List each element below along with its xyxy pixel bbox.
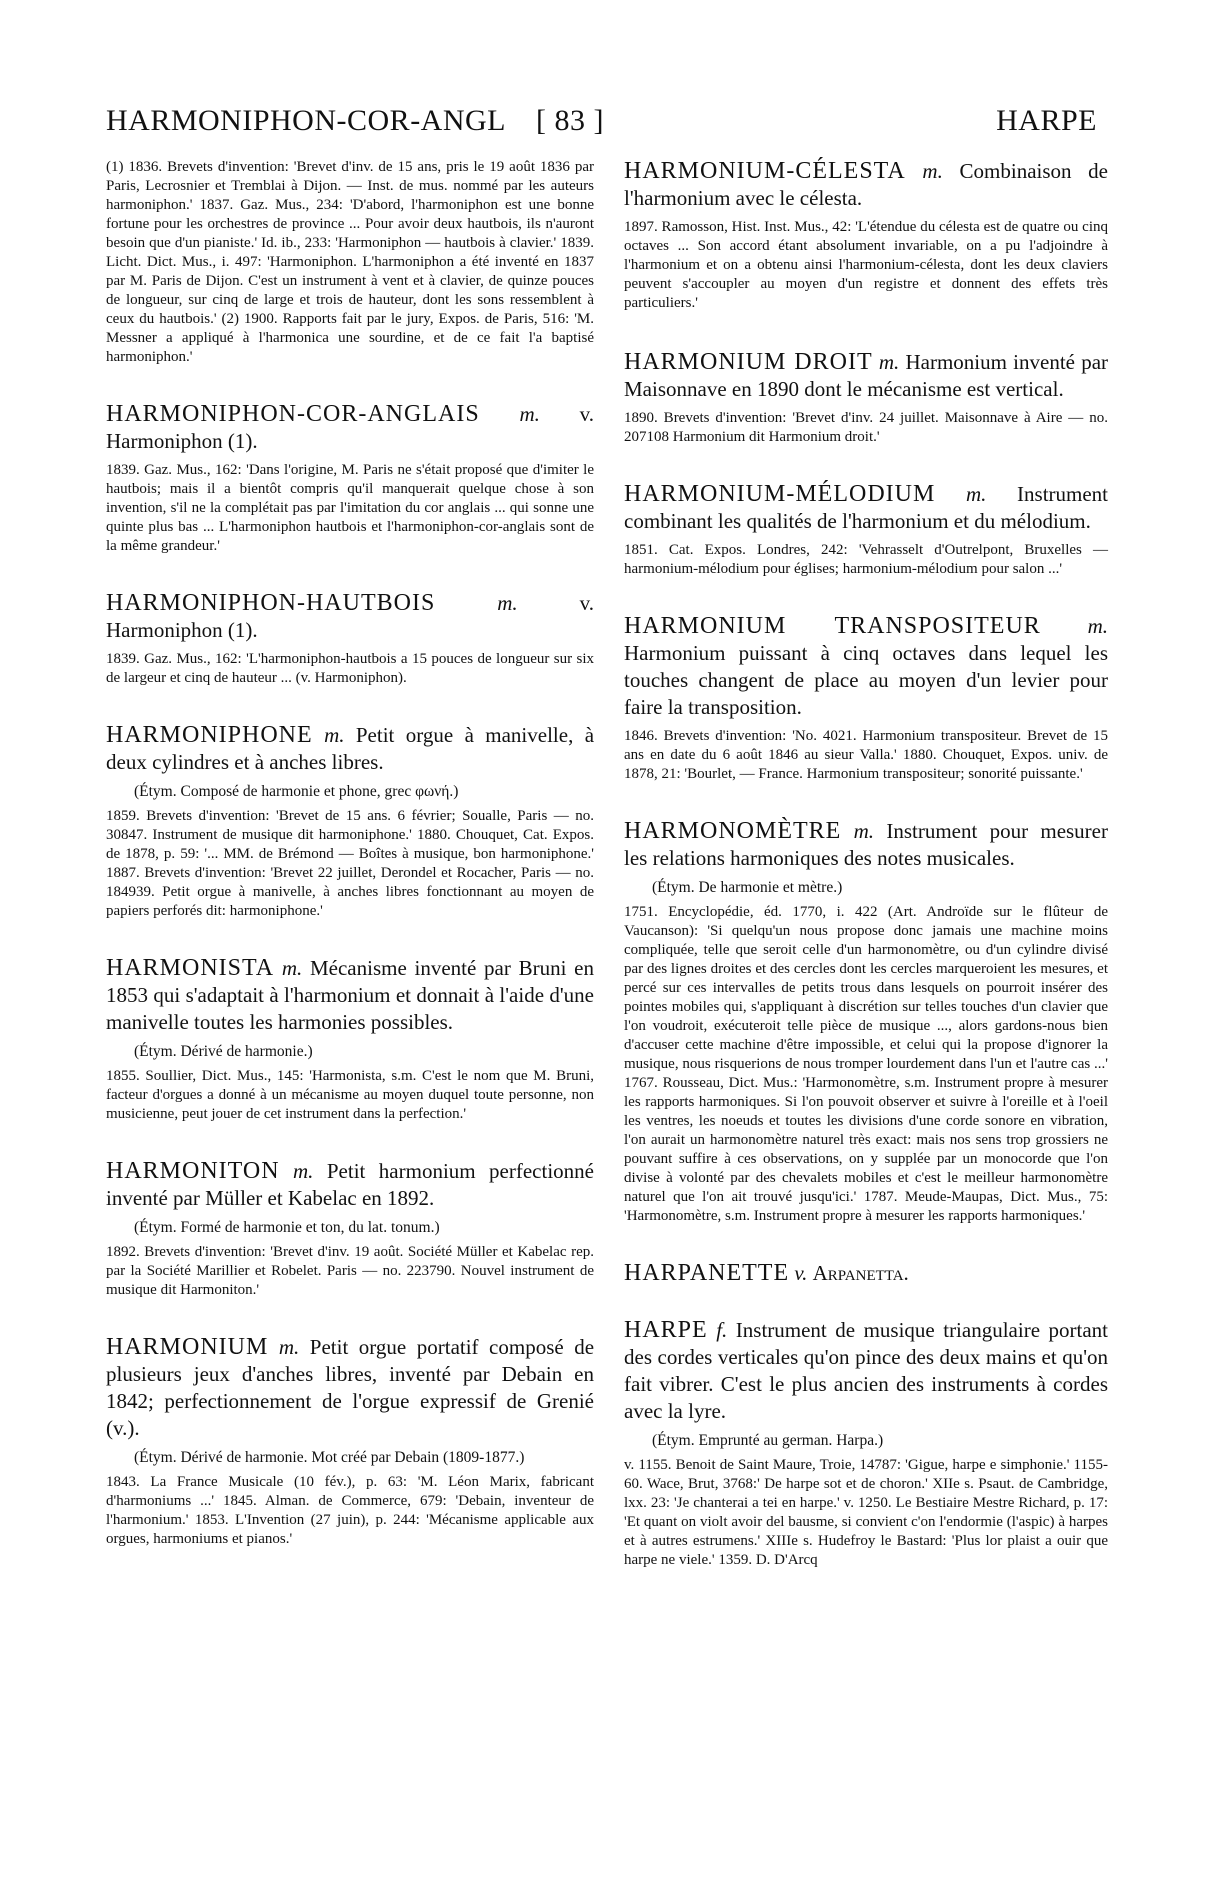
dictionary-entry xyxy=(624,613,1108,784)
citations: 1751. Encyclopédie, éd. 1770, i. 422 (Art. Androïde sur le flûteur de Vaucanson): 'Si quelqu'un nous propose donc jamais une machine moins compliquée, telle que seroit celle d'un harmonomètre, ou d'un cylindre divisé par des lignes droites et des cercles dont les cercles marqueroient les mesures, et percé sur ces intervalles de petits trous dans lesquels on pourroit insérer des pointes mobiles qui, s'appliquant à discrétion sur telles touches d'un clavier que l'on voudroit, exécuteroit telle pièce de musique ..., alors gardons-nous bien d'accuser cette machine d'être impossible, et celui qui la propose d'ignorer la musique, nous risquerions de nous tromper lourdement dans l'un et l'autre cas ...' 1767. Rousseau, Dict. Mus.: 'Harmonomètre, s.m. Instrument propre à mesurer les rapports harmoniques. Si l'on pouvoit observer et suivre à l'oreille et à l'oeil les ventres, les noeuds et toutes les divisions d'une corde sonore en vibration, l'on aurait un harmonomètre naturel très exact: mais nos sens trop grossiers ne pouvant suffire à ces observations, on y supplée par un monocorde que l'on divise à volonté par des chevalets mobiles et c'est le meilleur harmonomètre naturel que l'on ait trouvé jusqu'ici.' 1787. Meude-Maupas, Dict. Mus., 75: 'Harmonomètre, s.m. Instrument propre à mesurer les rapports harmoniques.' xyxy=(624,904,1108,1224)
headword: HARMONITON xyxy=(106,1158,280,1184)
dictionary-entry xyxy=(624,349,1108,447)
dictionary-entry xyxy=(624,481,1108,579)
citations: 1839. Gaz. Mus., 162: 'L'harmoniphon-hautbois a 15 pouces de longueur sur six de largeur et cinq de hauteur ... (v. Harmoniphon). xyxy=(106,651,594,686)
definition: Instrument de musique triangulaire portant des cordes verticales qu'on pince des deux mains et qu'on fait vibrer. C'est le plus ancien des instruments à cordes avec la lyre. xyxy=(624,1318,1108,1423)
definition: Combinaison de l'harmonium avec le célesta. xyxy=(624,159,1109,210)
part-of-speech: m. xyxy=(278,1335,300,1359)
headword: HARMONIUM TRANSPOSITEUR xyxy=(624,613,1041,639)
etymology: (Étym. Dérivé de harmonie.) xyxy=(134,1043,313,1060)
dictionary-entry xyxy=(624,818,1108,1226)
part-of-speech: m. xyxy=(965,482,987,506)
right-column xyxy=(624,158,1108,1573)
definition: Instrument pour mesurer les relations harmoniques des notes musicales. xyxy=(624,819,1108,870)
definition: Mécanisme inventé par Bruni en 1853 qui s'adaptait à l'harmonium et donnait à l'aide d'une manivelle toutes les harmonies possibles. xyxy=(106,956,594,1034)
part-of-speech: m. xyxy=(324,723,345,747)
headword: HARPE xyxy=(624,1317,708,1343)
entry-head xyxy=(624,818,1108,872)
part-of-speech: m. xyxy=(519,402,540,426)
citations: 1859. Brevets d'invention: 'Brevet de 15 ans. 6 février; Soualle, Paris — no. 30847. Instrument de musique dit harmoniphone.' 1880. Chouquet, Cat. Expos. de 1878, p. 59: '... MM. de Brémond — Boîtes à musique, bon harmoniphone.' 1887. Brevets d'invention: 'Brevet 22 juillet, Derondel et Rocacher, Paris — no. 184939. Petit orgue à manivelle, à anches libres fonctionnant au moyen de papiers perforés dit: harmoniphone.' xyxy=(106,808,594,919)
definition: Petit harmonium perfectionné inventé par Müller et Kabelac en 1892. xyxy=(106,1159,594,1210)
continued-citations: (1) 1836. Brevets d'invention: 'Brevet d'inv. de 15 ans, pris le 19 août 1836 par Paris, Lecrosnier et Tremblai à Dijon. — Inst. de mus. nommé par les auteurs harmoniphon.' 1837. Gaz. Mus., 234: 'D'abord, l'harmoniphon est une bonne fortune pour les orchestres de province ... Pour avoir deux hautbois, ils n'auront besoin que d'un pianiste.' Id. ib., 233: 'Harmoniphon — hautbois à clavier.' 1839. Licht. Dict. Mus., i. 497: 'Harmoniphon. L'harmoniphon a été inventé en 1837 par M. Paris de Dijon. C'est un instrument à vent et à clavier, de quinze pouces de longueur, sur cinq de large et trois de hauteur, dont les sons ressemblent à ceux du hautbois.' (2) 1900. Rapports fait par le jury, Expos. de Paris, 516: 'M. Messner a appliqué à l'harmonica une sourdine, et de ce fait l'a baptisé harmoniphon.' xyxy=(106,159,594,365)
headword: HARMONISTA xyxy=(106,955,275,981)
part-of-speech: m. xyxy=(853,819,875,843)
etymology: (Étym. Emprunté au german. Harpa.) xyxy=(652,1432,884,1449)
dictionary-entry xyxy=(106,1334,594,1549)
dictionary-entry xyxy=(106,401,594,556)
entry-head xyxy=(106,1334,594,1442)
definition: v. Harmoniphon (1). xyxy=(106,402,595,453)
part-of-speech: f. xyxy=(716,1318,728,1342)
entry-head xyxy=(106,1158,594,1212)
part-of-speech: v. xyxy=(794,1261,808,1285)
citations: 1855. Soullier, Dict. Mus., 145: 'Harmonista, s.m. C'est le nom que M. Bruni, facteur d'orgues a donné à un mécanisme au moyen duquel toute personne, non musicienne, peut jouer de cet instrument dans la perfection.' xyxy=(106,1068,594,1122)
left-column xyxy=(106,158,594,1552)
entry-head xyxy=(106,722,594,776)
citations: 1892. Brevets d'invention: 'Brevet d'inv. 19 août. Société Müller et Kabelac rep. par la Société Marillier et Robelet. Paris — no. 223790. Nouvel instrument de musique dit Harmoniton.' xyxy=(106,1244,594,1298)
dictionary-entry xyxy=(624,1317,1108,1570)
part-of-speech: m. xyxy=(1087,614,1108,638)
dictionary-entry xyxy=(624,1260,1108,1287)
headword: HARMONIUM xyxy=(106,1334,269,1360)
definition: Harmonium inventé par Maisonnave en 1890 dont le mécanisme est vertical. xyxy=(624,350,1109,401)
etymology: (Étym. De harmonie et mètre.) xyxy=(652,879,843,896)
headword: HARMONOMÈTRE xyxy=(624,818,842,844)
etymology: (Étym. Composé de harmonie et phone, grec φωνή.) xyxy=(134,783,459,800)
dictionary-entry xyxy=(106,590,594,688)
entry-head xyxy=(106,590,594,644)
definition: Instrument combinant les qualités de l'harmonium et du mélodium. xyxy=(624,482,1109,533)
citations: 1846. Brevets d'invention: 'No. 4021. Harmonium transpositeur. Brevet de 15 ans en date du 6 août 1846 au sieur Valla.' 1880. Chouquet, Expos. univ. de 1878, 21: 'Bourlet, — France. Harmonium transpositeur; sonorité puissante.' xyxy=(624,728,1108,782)
headword: HARMONIPHONE xyxy=(106,722,313,748)
definition: Harmonium puissant à cinq octaves dans lequel les touches changent de place au moyen d'un levier pour faire la transposition. xyxy=(624,641,1108,719)
definition: Petit orgue à manivelle, à deux cylindres et à anches libres. xyxy=(106,723,595,774)
citations: 1890. Brevets d'invention: 'Brevet d'inv. 24 juillet. Maisonnave à Aire — no. 207108 Harmonium dit Harmonium droit.' xyxy=(624,410,1108,445)
page-number: [ 83 ] xyxy=(536,104,604,137)
part-of-speech: m. xyxy=(878,350,900,374)
entry-head xyxy=(106,401,594,455)
definition: Arpanetta. xyxy=(812,1261,909,1285)
entry-head xyxy=(624,158,1108,212)
definition: Petit orgue portatif composé de plusieurs jeux d'anches libres, inventé par Debain en 1842; perfectionnement de l'orgue expressif de Grenié (v.). xyxy=(106,1335,595,1440)
dictionary-entry xyxy=(106,722,594,921)
dictionary-entry xyxy=(106,1158,594,1300)
entry-head xyxy=(624,1317,1108,1425)
dictionary-entry xyxy=(624,158,1108,313)
entry-head xyxy=(624,349,1108,403)
dictionary-entry xyxy=(106,955,594,1124)
running-head xyxy=(106,104,1097,144)
headword: HARMONIUM DROIT xyxy=(624,349,873,375)
citations: v. 1155. Benoit de Saint Maure, Troie, 14787: 'Gigue, harpe e simphonie.' 1155-60. Wace, Brut, 3768:' De harpe sot et de choron.' XIIe s. Psaut. de Cambridge, lxx. 23: 'Je chanterai a tei en harpe.' v. 1250. Le Bestiaire Mestre Richard, p. 17: 'Et quant on violt avoir del bausme, si convient c'on l'endormie (l'aspic) à harpes et à autres estrumens.' XIIIe s. Hudefroy le Bastard: 'Plus lor plaist a ouir que harpe ne viele.' 1359. D. D'Arcq xyxy=(624,1457,1108,1568)
entry-head xyxy=(624,481,1108,535)
running-head-right: HARPE xyxy=(996,104,1097,137)
definition: v. Harmoniphon (1). xyxy=(106,591,594,642)
etymology: (Étym. Formé de harmonie et ton, du lat. tonum.) xyxy=(134,1219,440,1236)
entry-head xyxy=(106,955,594,1036)
citations: 1843. La France Musicale (10 fév.), p. 63: 'M. Léon Marix, fabricant d'harmoniums ...' 1845. Alman. de Commerce, 679: 'Debain, inventeur de l'harmonium.' 1853. L'Invention (27 juin), p. 244: 'Mécanisme applicable aux orgues, harmoniums et pianos.' xyxy=(106,1474,594,1547)
etymology: (Étym. Dérivé de harmonie. Mot créé par Debain (1809-1877.) xyxy=(134,1449,525,1466)
entry-head xyxy=(624,613,1108,721)
part-of-speech: m. xyxy=(922,159,943,183)
headword: HARMONIPHON-COR-ANGLAIS xyxy=(106,401,480,427)
headword: HARPANETTE xyxy=(624,1260,790,1286)
headword: HARMONIUM-MÉLODIUM xyxy=(624,481,936,507)
citations: 1897. Ramosson, Hist. Inst. Mus., 42: 'L'étendue du célesta est de quatre ou cinq octaves ... Son accord étant absolument invariable, on a pu l'adjoindre à l'harmonium et on a obtenu ainsi l'harmonium-célesta, dont les deux claviers peuvent s'accoupler au moyen d'un registre et donnent des effets très particuliers.' xyxy=(624,219,1108,311)
part-of-speech: m. xyxy=(293,1159,314,1183)
citations: 1851. Cat. Expos. Londres, 242: 'Vehrasselt d'Outrelpont, Bruxelles — harmonium-mélodium pour églises; harmonium-mélodium pour salon ...' xyxy=(624,542,1108,577)
running-head-left: HARMONIPHON-COR-ANGL xyxy=(106,104,506,137)
entry-head xyxy=(624,1260,1108,1287)
headword: HARMONIPHON-HAUTBOIS xyxy=(106,590,436,616)
part-of-speech: m. xyxy=(281,956,303,980)
part-of-speech: m. xyxy=(497,591,518,615)
citations: 1839. Gaz. Mus., 162: 'Dans l'origine, M. Paris ne s'était proposé que d'imiter le hautbois; mais il a bientôt compris qu'il manquerait quelque chose à son invention, s'il ne la complétait pas par l'imitation du cor anglais ... qui sonne une quinte plus bas ... L'harmoniphon hautbois et l'harmoniphon-cor-anglais sont de la même grandeur.' xyxy=(106,462,594,554)
headword: HARMONIUM-CÉLESTA xyxy=(624,158,906,184)
